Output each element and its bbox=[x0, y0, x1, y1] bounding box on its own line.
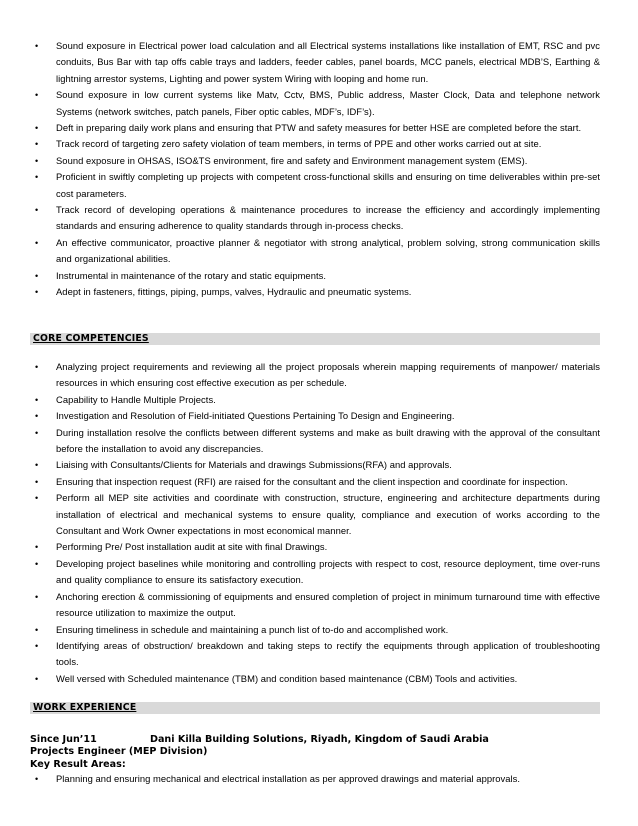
bullet-icon: • bbox=[35, 640, 39, 651]
list-item bbox=[30, 671, 600, 687]
list-item bbox=[30, 284, 600, 300]
list-item bbox=[30, 556, 600, 589]
list-item bbox=[30, 202, 600, 235]
list-item bbox=[30, 622, 600, 638]
bullet-icon: • bbox=[35, 172, 39, 183]
list-item-text: Ensuring timeliness in schedule and maintaining a punch list of to-do and accomplished work. bbox=[56, 623, 449, 635]
list-item-text: Instrumental in maintenance of the rotary and static equipments. bbox=[56, 269, 327, 281]
bullet-icon: • bbox=[35, 205, 39, 216]
list-item-text: Well versed with Scheduled maintenance (TBM) and condition based maintenance (CBM) Tools and activities. bbox=[56, 672, 518, 684]
list-item-text: Adept in fasteners, fittings, piping, pumps, valves, Hydraulic and pneumatic systems. bbox=[56, 286, 412, 298]
bullet-icon: • bbox=[35, 90, 39, 101]
list-item-text: Track record of developing operations & maintenance procedures to increase the efficiency and accordingly implementing standards and ensuring adherence to quality standards through in-process checks. bbox=[56, 204, 600, 232]
list-item-text: Identifying areas of obstruction/ breakdown and taking steps to rectify the equipments through application of troubleshooting tools. bbox=[56, 639, 600, 668]
list-item-text: Perform all MEP site activities and coordinate with construction, structure, engineering and architecture departments during installation of electrical and mechanical systems to ensure quality, compliance and execution of works according to the Consultant and Work Owner expectations in most economical manner. bbox=[56, 492, 600, 537]
list-item bbox=[30, 268, 600, 284]
list-item bbox=[30, 490, 600, 539]
bullet-icon: • bbox=[35, 624, 39, 635]
bullet-icon: • bbox=[35, 460, 39, 471]
job-company: Dani Killa Building Solutions, Riyadh, Kingdom of Saudi Arabia bbox=[150, 734, 489, 745]
bullet-icon: • bbox=[35, 139, 39, 150]
list-item bbox=[30, 235, 600, 268]
bullet-icon: • bbox=[35, 362, 39, 372]
bullet-icon: • bbox=[35, 591, 39, 602]
bullet-icon: • bbox=[35, 155, 39, 166]
bullet-icon: • bbox=[35, 558, 39, 569]
bullet-icon: • bbox=[35, 427, 39, 438]
key-result-areas-label: Key Result Areas: bbox=[30, 759, 126, 770]
list-item bbox=[30, 474, 600, 490]
bullet-icon: • bbox=[35, 123, 39, 134]
job-period: Since Jun’11 bbox=[30, 734, 97, 745]
list-item bbox=[30, 589, 600, 622]
skills-bullet-list bbox=[0, 38, 638, 301]
list-item-text: An effective communicator, proactive planner & negotiator with strong analytical, problem solving, strong communication skills and organizational abilities. bbox=[56, 236, 600, 265]
bullet-icon: • bbox=[35, 411, 39, 422]
list-item-text: Performing Pre/ Post installation audit at site with final Drawings. bbox=[56, 541, 328, 553]
list-item-text: During installation resolve the conflicts between different systems and make as built drawing with the approval of the consultant before the installation to avoid any discrepancies. bbox=[56, 426, 600, 455]
bullet-icon: • bbox=[35, 673, 39, 684]
list-item-text: Sound exposure in Electrical power load calculation and all Electrical systems installations like installation of EMT, RSC and pvc conduits, Bus Bar with tap offs cable trays and ladders, feeder cables, panel boards, MCC panels, electrical MDB’S, Earthing & lightning arrestor systems, Lighting and power system Wiring with looping and home run. bbox=[56, 40, 600, 84]
list-item-text: Liaising with Consultants/Clients for Materials and drawings Submissions(RFA) and approvals. bbox=[56, 459, 452, 471]
bullet-icon: • bbox=[35, 774, 39, 784]
list-item bbox=[30, 38, 600, 87]
list-item-text: Analyzing project requirements and reviewing all the project proposals wherein mapping requirements of manpower/ materials resources in which ensuring cost effective execution as per schedule. bbox=[56, 361, 600, 389]
list-item-text: Developing project baselines while monitoring and controlling projects with respect to cost, resource deployment, time over-runs and quality compliance to ensure its satisfactory execution. bbox=[56, 557, 600, 586]
list-item-text: Investigation and Resolution of Field-initiated Questions Pertaining To Design and Engineering. bbox=[56, 410, 455, 422]
list-item bbox=[30, 408, 600, 424]
list-item-text: Planning and ensuring mechanical and electrical installation as per approved drawings and material approvals. bbox=[56, 773, 521, 784]
list-item bbox=[30, 539, 600, 555]
list-item-text: Deft in preparing daily work plans and ensuring that PTW and safety measures for better HSE are completed before the start. bbox=[56, 122, 582, 134]
key-result-areas-list bbox=[0, 771, 638, 787]
list-item bbox=[30, 638, 600, 671]
list-item-text: Anchoring erection & commissioning of equipments and ensured completion of project in minimum turnaround time with effective resource utilization to maximize the output. bbox=[56, 590, 600, 619]
bullet-icon: • bbox=[35, 394, 39, 405]
list-item-text: Capability to Handle Multiple Projects. bbox=[56, 393, 216, 405]
list-item bbox=[30, 87, 600, 120]
list-item bbox=[30, 392, 600, 408]
bullet-icon: • bbox=[35, 237, 39, 248]
bullet-icon: • bbox=[35, 542, 39, 553]
bullet-icon: • bbox=[35, 476, 39, 487]
list-item bbox=[30, 153, 600, 169]
bullet-icon: • bbox=[35, 41, 39, 51]
list-item bbox=[30, 359, 600, 392]
list-item-text: Sound exposure in low current systems like Matv, Cctv, BMS, Public address, Master Clock, Data and telephone network Systems (network switches, patch panels, Fiber optic cables, MDF’s, IDF’s). bbox=[56, 89, 600, 117]
list-item-text: Track record of targeting zero safety violation of team members, in terms of PPE and other works carried out at site. bbox=[56, 138, 542, 150]
core-competencies-heading: CORE COMPETENCIES bbox=[30, 333, 600, 345]
list-item-text: Proficient in swiftly completing up projects with competent cross-functional skills and ensuring on time deliverables within pre-set cost parameters. bbox=[56, 171, 600, 199]
bullet-icon: • bbox=[35, 493, 39, 504]
list-item bbox=[30, 425, 600, 458]
list-item bbox=[30, 169, 600, 202]
work-experience-heading: WORK EXPERIENCE bbox=[30, 702, 600, 714]
bullet-icon: • bbox=[35, 287, 39, 298]
list-item bbox=[30, 136, 600, 152]
list-item bbox=[30, 120, 600, 136]
core-competencies-list bbox=[0, 359, 638, 687]
list-item bbox=[30, 457, 600, 473]
list-item bbox=[30, 771, 600, 787]
job-title: Projects Engineer (MEP Division) bbox=[30, 746, 208, 757]
bullet-icon: • bbox=[35, 270, 39, 281]
list-item-text: Sound exposure in OHSAS, ISO&TS environment, fire and safety and Environment management system (EMS). bbox=[56, 154, 528, 166]
list-item-text: Ensuring that inspection request (RFI) are raised for the consultant and the client inspection and coordinate for inspection. bbox=[56, 475, 568, 487]
